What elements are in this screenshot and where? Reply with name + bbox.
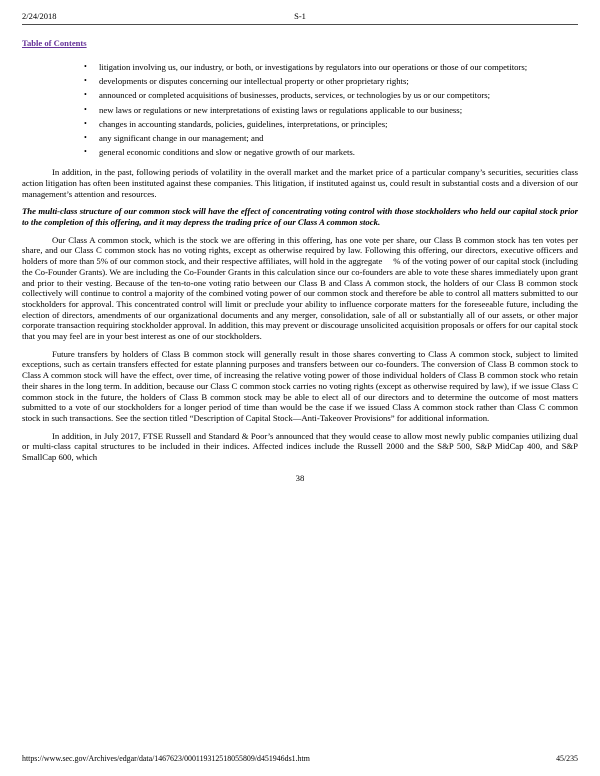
list-item	[22, 90, 578, 101]
list-item	[22, 76, 578, 87]
bullet-icon: •	[84, 76, 87, 85]
paragraph-future-transfers: Future transfers by holders of Class B common stock will generally result in those shares converting to Class A common stock, subject to limited exceptions, such as certain transfers effected for estate planning purposes and transfers between our co-founders. The conversion of Class B common stock to Class A common stock will have the effect, over time, of increasing the relative voting power of those individual holders of Class B common stock who retain their shares in the long term. In addition, because our Class C common stock carries no voting rights (except as otherwise required by law), if we issue Class C common stock in the future, the holders of Class B common stock may be able to elect all of our directors and to determine the outcome of most matters submitted to a vote of our stockholders for a longer period of time than would be the case if we issued Class A common stock rather than Class C common stock in such transactions. See the section titled “Description of Capital Stock—Anti-Takeover Provisions” for additional information.	[22, 348, 578, 423]
list-item	[22, 62, 578, 73]
bullet-text: general economic conditions and slow or negative growth of our markets.	[99, 147, 355, 158]
header-doc-type: S-1	[294, 11, 306, 21]
risk-factor-heading: The multi-class structure of our common stock will have the effect of concentrating voting control with those stockholders who held our capital stock prior to the completion of this offering, and it may depress the trading price of our Class A common stock.	[22, 206, 578, 227]
bullet-icon: •	[84, 61, 87, 71]
list-item	[22, 147, 578, 158]
bullet-text: any significant change in our management; and	[99, 133, 264, 144]
list-item	[22, 105, 578, 116]
bullet-icon: •	[84, 147, 87, 157]
footer-page-indicator: 45/235	[556, 754, 578, 763]
bullet-text: litigation involving us, our industry, or both, or investigations by regulators into our operations or those of our competitors;	[99, 61, 528, 72]
table-of-contents-link[interactable]: Table of Contents	[22, 38, 87, 48]
list-item	[22, 119, 578, 130]
page-number: 38	[295, 472, 305, 483]
bullet-text: new laws or regulations or new interpretations of existing laws or regulations applicable to our business;	[99, 104, 463, 115]
footer-url: https://www.sec.gov/Archives/edgar/data/1467623/000119312518055809/d451946ds1.htm	[22, 754, 310, 763]
paragraph-volatility: In addition, in the past, following periods of volatility in the overall market and the market price of a particular company’s securities, securities class action litigation has often been instituted against these companies. This litigation, if instituted against us, could result in substantial costs and a diversion of our management’s attention and resources.	[22, 167, 578, 199]
paragraph-indices: In addition, in July 2017, FTSE Russell and Standard & Poor’s announced that they would cease to allow most newly public companies utilizing dual or multi-class capital structures to be included in their indices. Affected indices include the Russell 2000 and the S&P 500, S&P MidCap 400, and S&P SmallCap 600, which	[22, 430, 578, 463]
document-content	[22, 38, 578, 483]
bullet-text: changes in accounting standards, policies, guidelines, interpretations, or principles;	[99, 118, 388, 129]
list-item	[22, 133, 578, 144]
bullet-icon: •	[84, 118, 87, 128]
bullet-icon: •	[84, 90, 87, 100]
bullet-icon: •	[84, 104, 87, 114]
bullet-icon: •	[84, 133, 87, 143]
paragraph-class-a-voting: Our Class A common stock, which is the stock we are offering in this offering, has one vote per share, our Class B common stock has ten votes per share, and our Class C common stock has no voting rights, except as otherwise required by law. Following this offering, our directors, executive officers and holders of more than 5% of our common stock, and their respective affiliates, will hold in the aggregate % of the voting power of our capital stock (including the Co-Founder Grants). We are including the Co-Founder Grants in this calculation since our co-founders are able to vote these shares immediately upon grant and prior to their vesting. Because of the ten-to-one voting ratio between our Class B and Class A common stock, the holders of our Class B common stock collectively will continue to control a majority of the combined voting power of our common stock and therefore be able to control all matters submitted to our stockholders for approval. This concentrated control will limit or preclude your ability to influence corporate matters for the foreseeable future, including the election of directors, amendments of our organizational documents and any merger, consolidation, sale of all or substantially all of our assets, or other major corporate transaction requiring stockholder approval. In addition, this may prevent or discourage unsolicited acquisition proposals or offers for our capital stock that you may feel are in your best interest as one of our stockholders.	[22, 234, 578, 342]
header-date: 2/24/2018	[22, 11, 57, 21]
bullet-text: announced or completed acquisitions of businesses, products, services, or technologies by us or our competitors;	[99, 90, 491, 101]
print-footer	[22, 754, 578, 763]
header-divider	[22, 24, 578, 25]
bullet-text: developments or disputes concerning our intellectual property or other proprietary rights;	[99, 76, 409, 86]
risk-bullet-list	[22, 62, 578, 158]
print-header	[22, 11, 578, 21]
